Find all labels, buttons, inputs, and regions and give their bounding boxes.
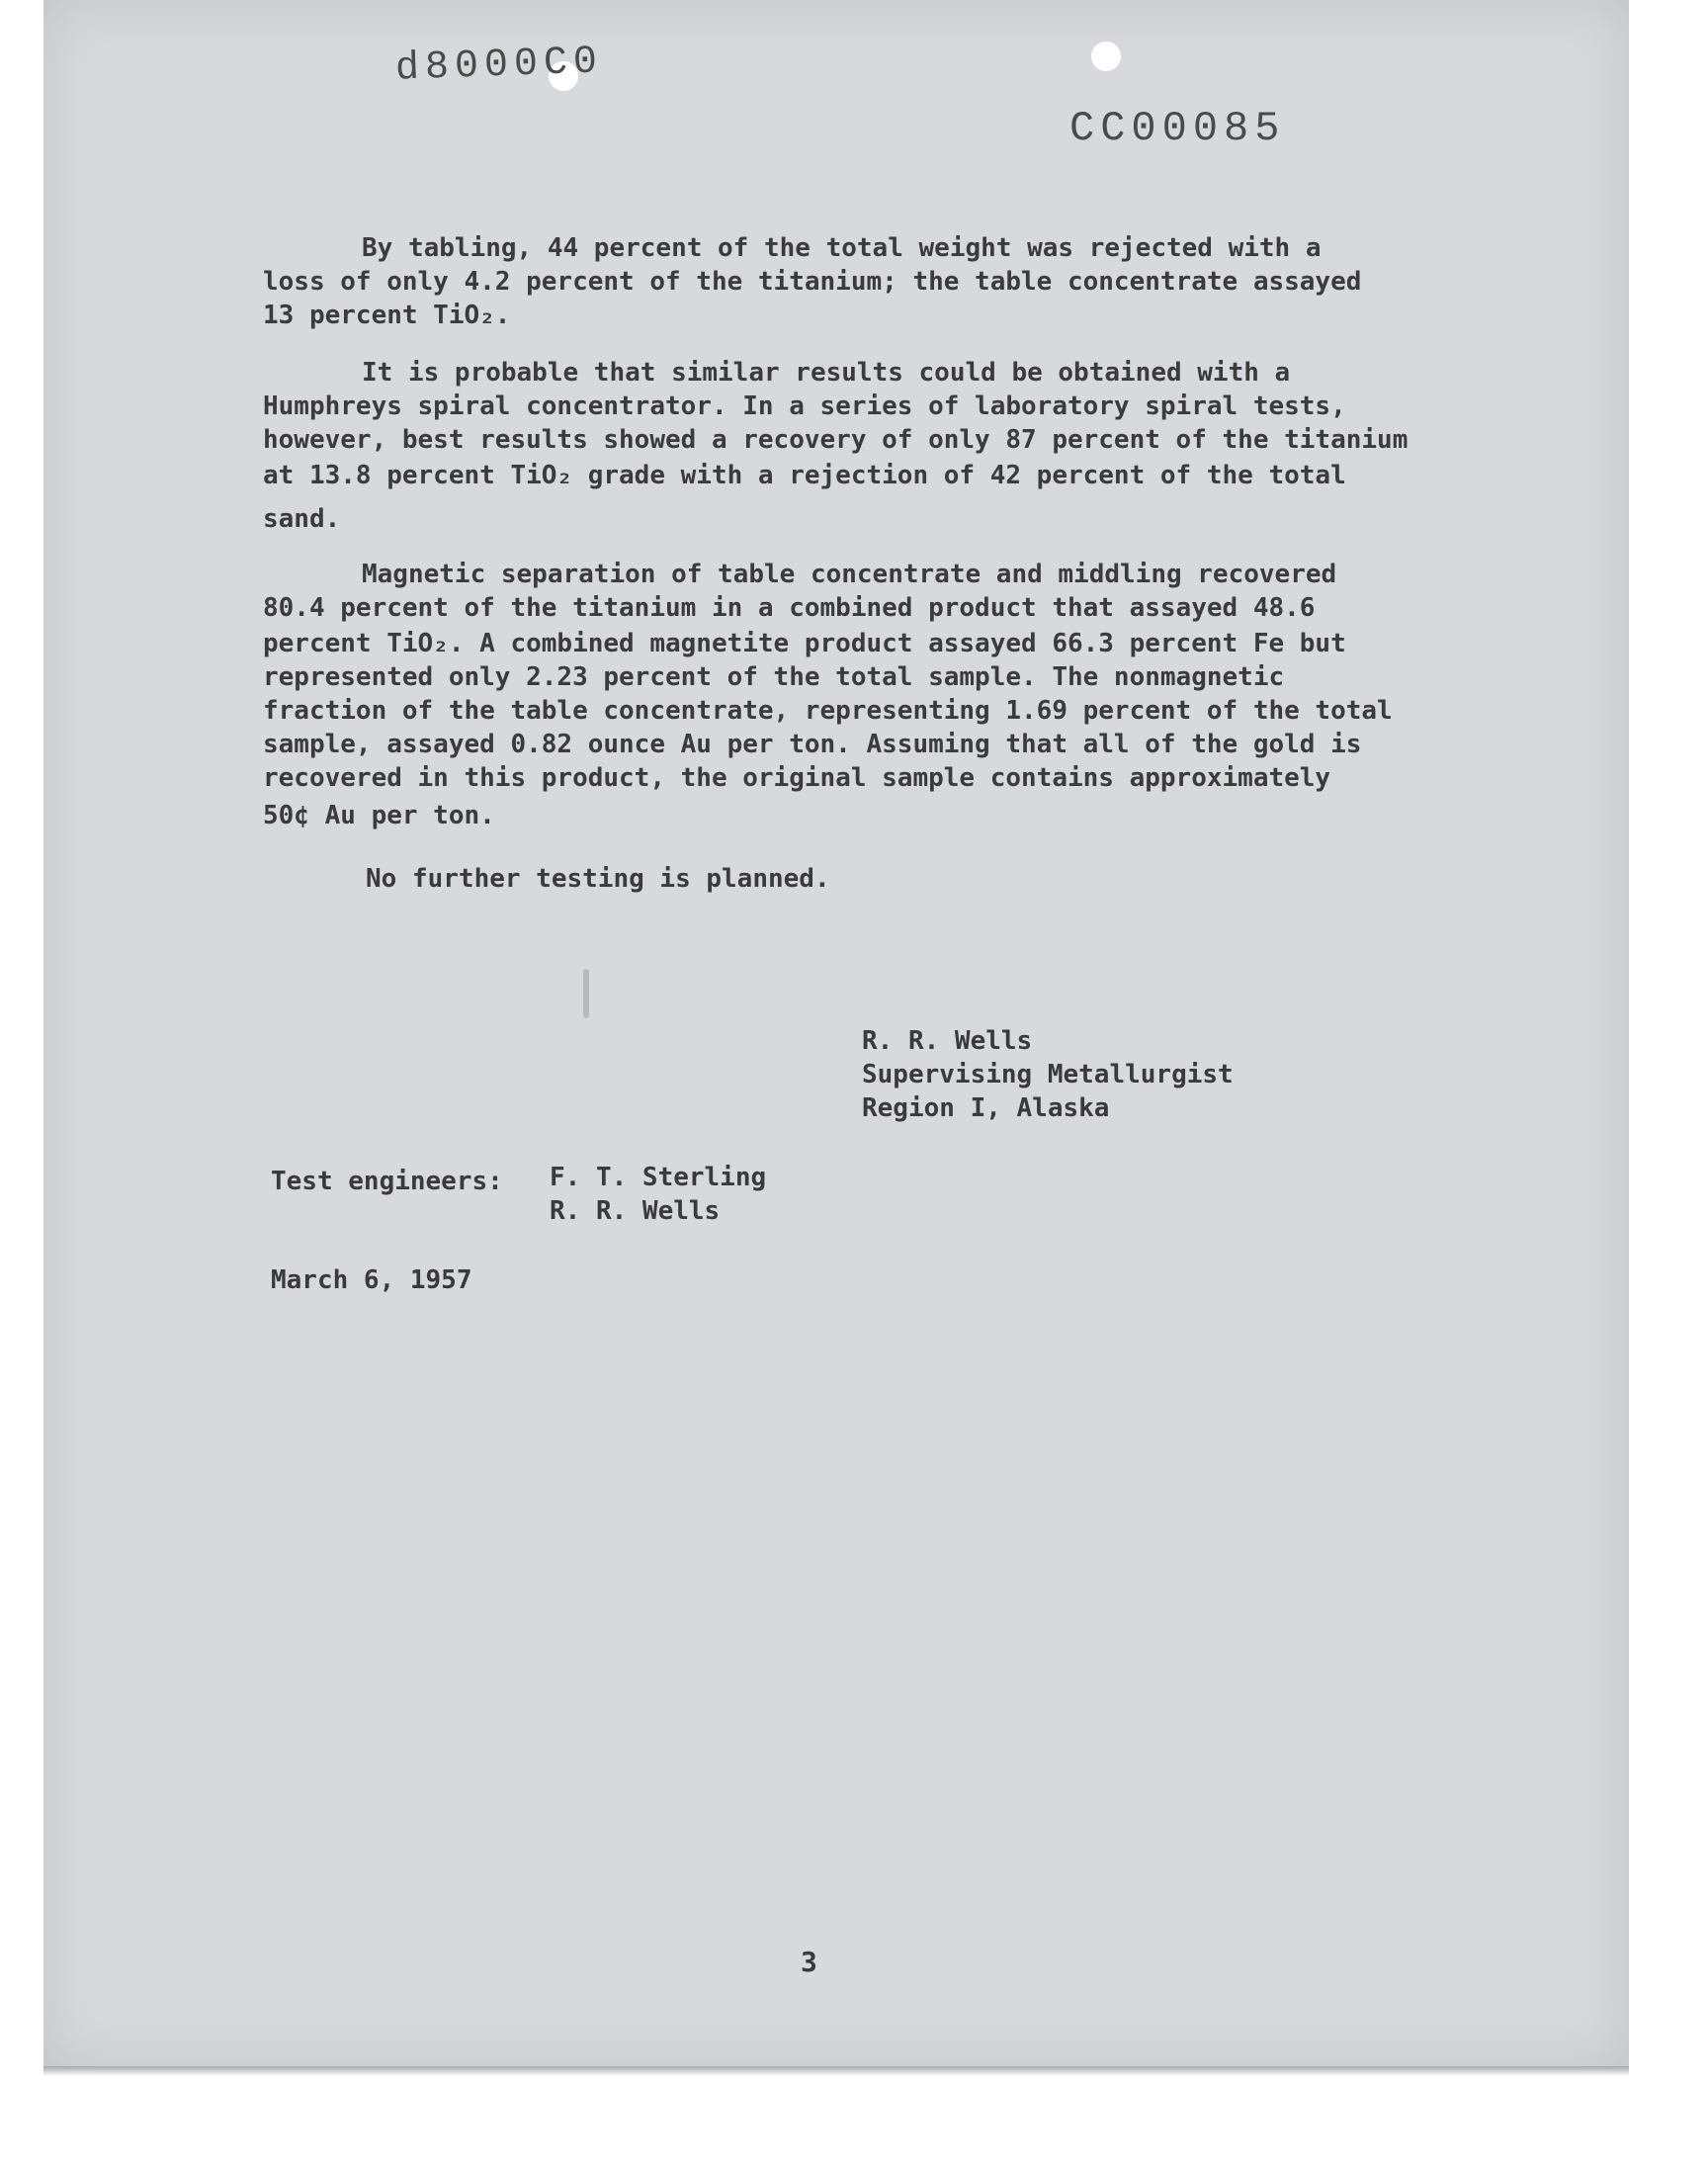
paragraph-line: Magnetic separation of table concentrate and middling recovered [362,560,1337,589]
paragraph-line: percent TiO₂. A combined magnetite product assayed 66.3 percent Fe but [263,629,1346,658]
paragraph-line: Humphreys spiral concentrator. In a series of laboratory spiral tests, [263,392,1346,421]
paragraph-line: sand. [263,504,341,534]
engineers-label: Test engineers: [271,1167,503,1196]
paragraph-line: represented only 2.23 percent of the total sample. The nonmagnetic [263,662,1285,692]
document-date: March 6, 1957 [271,1265,472,1295]
paragraph-line: however, best results showed a recovery of only 87 percent of the titanium [263,425,1409,455]
paragraph-line: recovered in this product, the original sample contains approximately [263,763,1331,793]
paragraph-line: By tabling, 44 percent of the total weight was rejected with a [362,233,1322,263]
engineer-name: R. R. Wells [550,1196,721,1226]
paragraph-4: No further testing is planned. [366,864,830,894]
paragraph-line: loss of only 4.2 percent of the titanium; the table concentrate assayed [263,267,1362,297]
paragraph-line: sample, assayed 0.82 ounce Au per ton. Assuming that all of the gold is [263,730,1362,759]
punch-hole-right [1091,42,1121,71]
signature-region: Region I, Alaska [862,1093,1110,1123]
document-stamp-right: CC00085 [1069,105,1286,152]
signature-title: Supervising Metallurgist [862,1060,1234,1089]
paragraph-line: fraction of the table concentrate, representing 1.69 percent of the total [263,696,1393,726]
signature-name: R. R. Wells [862,1026,1033,1056]
paragraph-line: It is probable that similar results could be obtained with a [362,358,1291,388]
document-stamp-left: d8000C0 [394,40,604,92]
page-number: 3 [801,1946,817,1978]
paragraph-line: 80.4 percent of the titanium in a combined product that assayed 48.6 [263,593,1316,623]
paragraph-line: 13 percent TiO₂. [263,301,511,330]
paragraph-line: at 13.8 percent TiO₂ grade with a rejection of 42 percent of the total [263,461,1346,490]
smudge-mark [583,969,589,1018]
engineer-name: F. T. Sterling [550,1163,767,1192]
page-edge-shadow [43,2066,1629,2076]
paragraph-line: 50¢ Au per ton. [263,801,495,830]
